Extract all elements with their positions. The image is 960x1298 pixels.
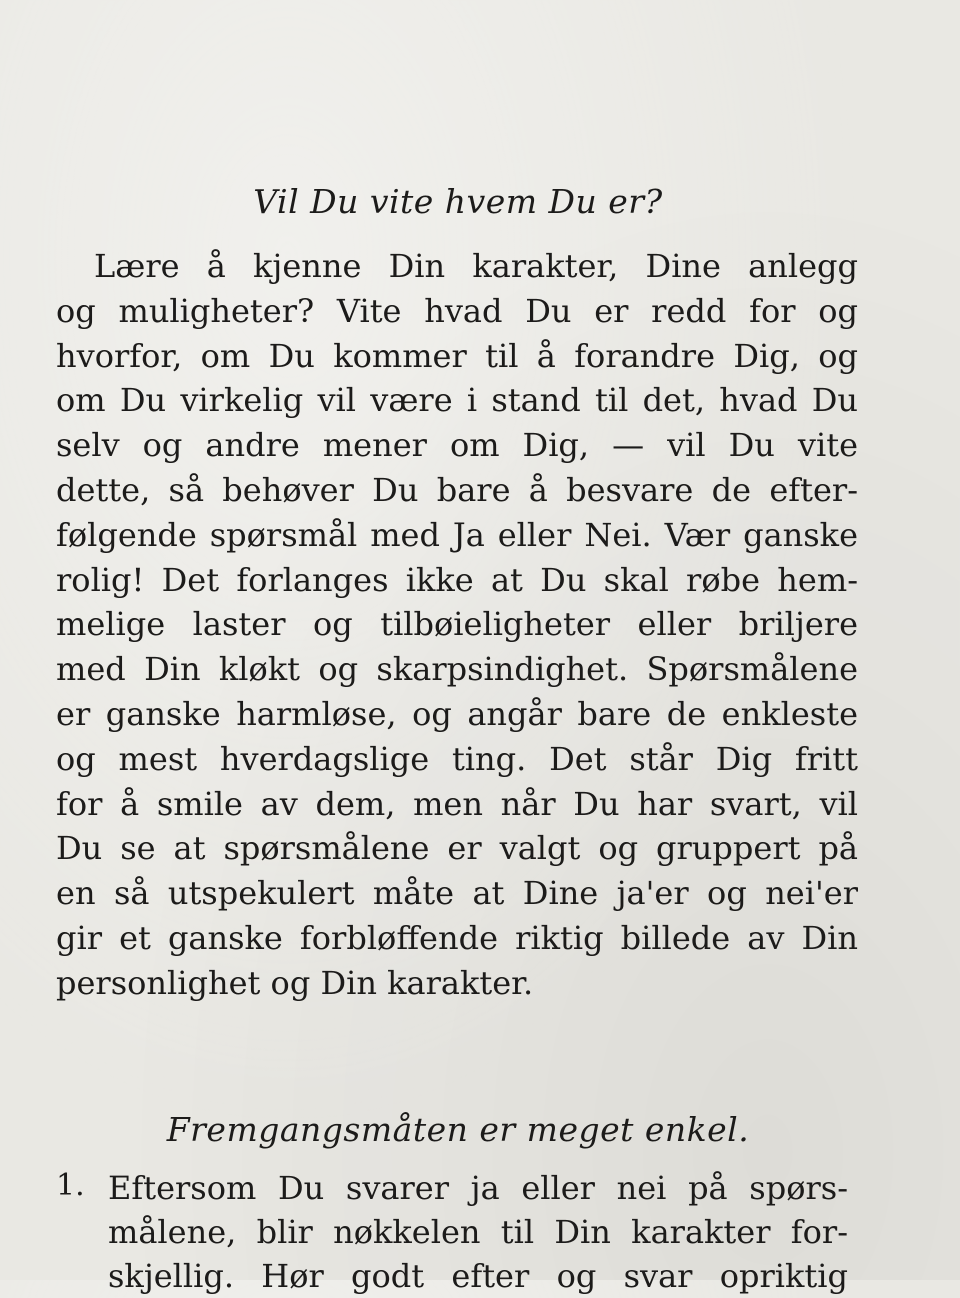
text-line: en så utspekulert måte at Dine ja'er og nei'er	[56, 874, 858, 913]
text-line: melige laster og tilbøieligheter eller briljere	[56, 605, 858, 644]
text-line: med Din kløkt og skarpsindighet. Spørsmålene	[56, 650, 858, 689]
text-line: Lære å kjenne Din karakter, Dine anlegg	[94, 247, 858, 285]
section-heading: Vil Du vite hvem Du er?	[253, 182, 663, 221]
text-line: personlighet og Din karakter.	[56, 963, 534, 1002]
text-line: målene, blir nøkkelen til Din karakter for-	[108, 1213, 848, 1251]
text-line: og mest hverdagslige ting. Det står Dig fritt	[56, 739, 858, 778]
text-line: selv og andre mener om Dig, — vil Du vite	[56, 426, 858, 465]
text-line: hvorfor, om Du kommer til å forandre Dig, og	[56, 336, 858, 375]
text-line: rolig! Det forlanges ikke at Du skal røbe hem-	[56, 560, 858, 599]
text-line: gir et ganske forbløffende riktig billede av Din	[56, 918, 858, 957]
subsection-heading: Fremgangsmåten er meget enkel.	[166, 1110, 750, 1149]
text-line: Du se at spørsmålene er valgt og gruppert på	[56, 829, 858, 868]
text-line: om Du virkelig vil være i stand til det, hvad Du	[56, 381, 858, 420]
text-line: dette, så behøver Du bare å besvare de efter-	[56, 470, 858, 509]
text-line: skjellig. Hør godt efter og svar opriktig	[108, 1257, 848, 1295]
text-line: og muligheter? Vite hvad Du er redd for og	[56, 291, 858, 330]
list-item-number: 1.	[56, 1168, 85, 1203]
text-line: følgende spørsmål med Ja eller Nei. Vær ganske	[56, 515, 858, 554]
text-line: er ganske harmløse, og angår bare de enkleste	[56, 694, 858, 733]
text-line: Eftersom Du svarer ja eller nei på spørs-	[108, 1169, 848, 1207]
list-item-text	[108, 1166, 848, 1298]
intro-paragraph	[56, 244, 858, 1006]
text-line: for å smile av dem, men når Du har svart, vil	[56, 784, 858, 823]
